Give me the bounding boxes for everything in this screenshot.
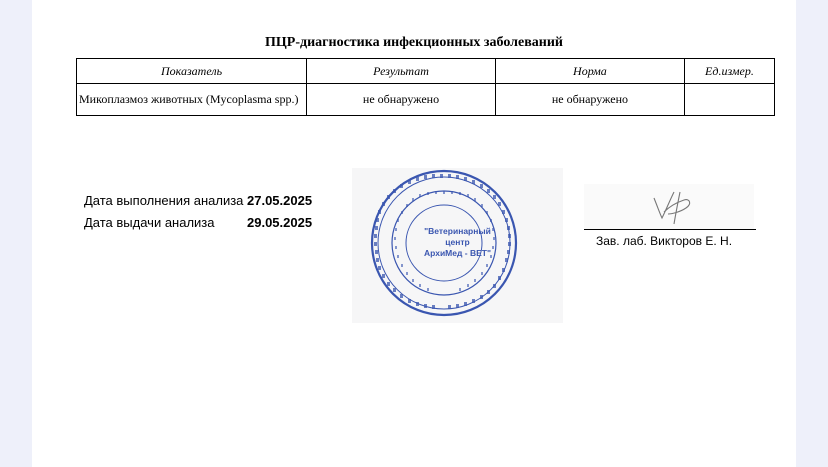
cell-indicator: Микоплазмоз животных (Mycoplasma spp.)	[77, 84, 307, 116]
document-title: ПЦР-диагностика инфекционных заболеваний	[265, 35, 563, 50]
performed-date-value: 27.05.2025	[247, 193, 313, 208]
issued-date-label: Дата выдачи анализа	[84, 215, 215, 230]
document-page	[32, 0, 796, 467]
cell-unit	[684, 84, 774, 116]
signature-icon	[584, 184, 754, 230]
header-indicator: Показатель	[77, 59, 307, 84]
performed-date-label: Дата выполнения анализа	[84, 193, 244, 208]
issued-date-value: 29.05.2025	[247, 215, 313, 230]
table-header-row	[77, 59, 775, 84]
stamp-center-line3: АрхиМед - ВЕТ"	[424, 248, 491, 258]
results-table	[76, 58, 775, 116]
stamp-center-line1: "Ветеринарный	[424, 226, 491, 236]
header-unit: Ед.измер.	[684, 59, 774, 84]
signature-line	[584, 229, 756, 230]
handwritten-signature	[584, 184, 754, 230]
stamp-center-line2: центр	[445, 237, 470, 247]
header-result: Результат	[307, 59, 496, 84]
performed-date-row	[84, 190, 312, 212]
analysis-dates	[84, 190, 312, 234]
organization-stamp	[352, 168, 563, 323]
table-row	[77, 84, 775, 116]
issued-date-row	[84, 212, 312, 234]
header-norm: Норма	[495, 59, 684, 84]
cell-result: не обнаружено	[307, 84, 496, 116]
cell-norm: не обнаружено	[495, 84, 684, 116]
signer-name: Зав. лаб. Викторов Е. Н.	[596, 234, 733, 248]
